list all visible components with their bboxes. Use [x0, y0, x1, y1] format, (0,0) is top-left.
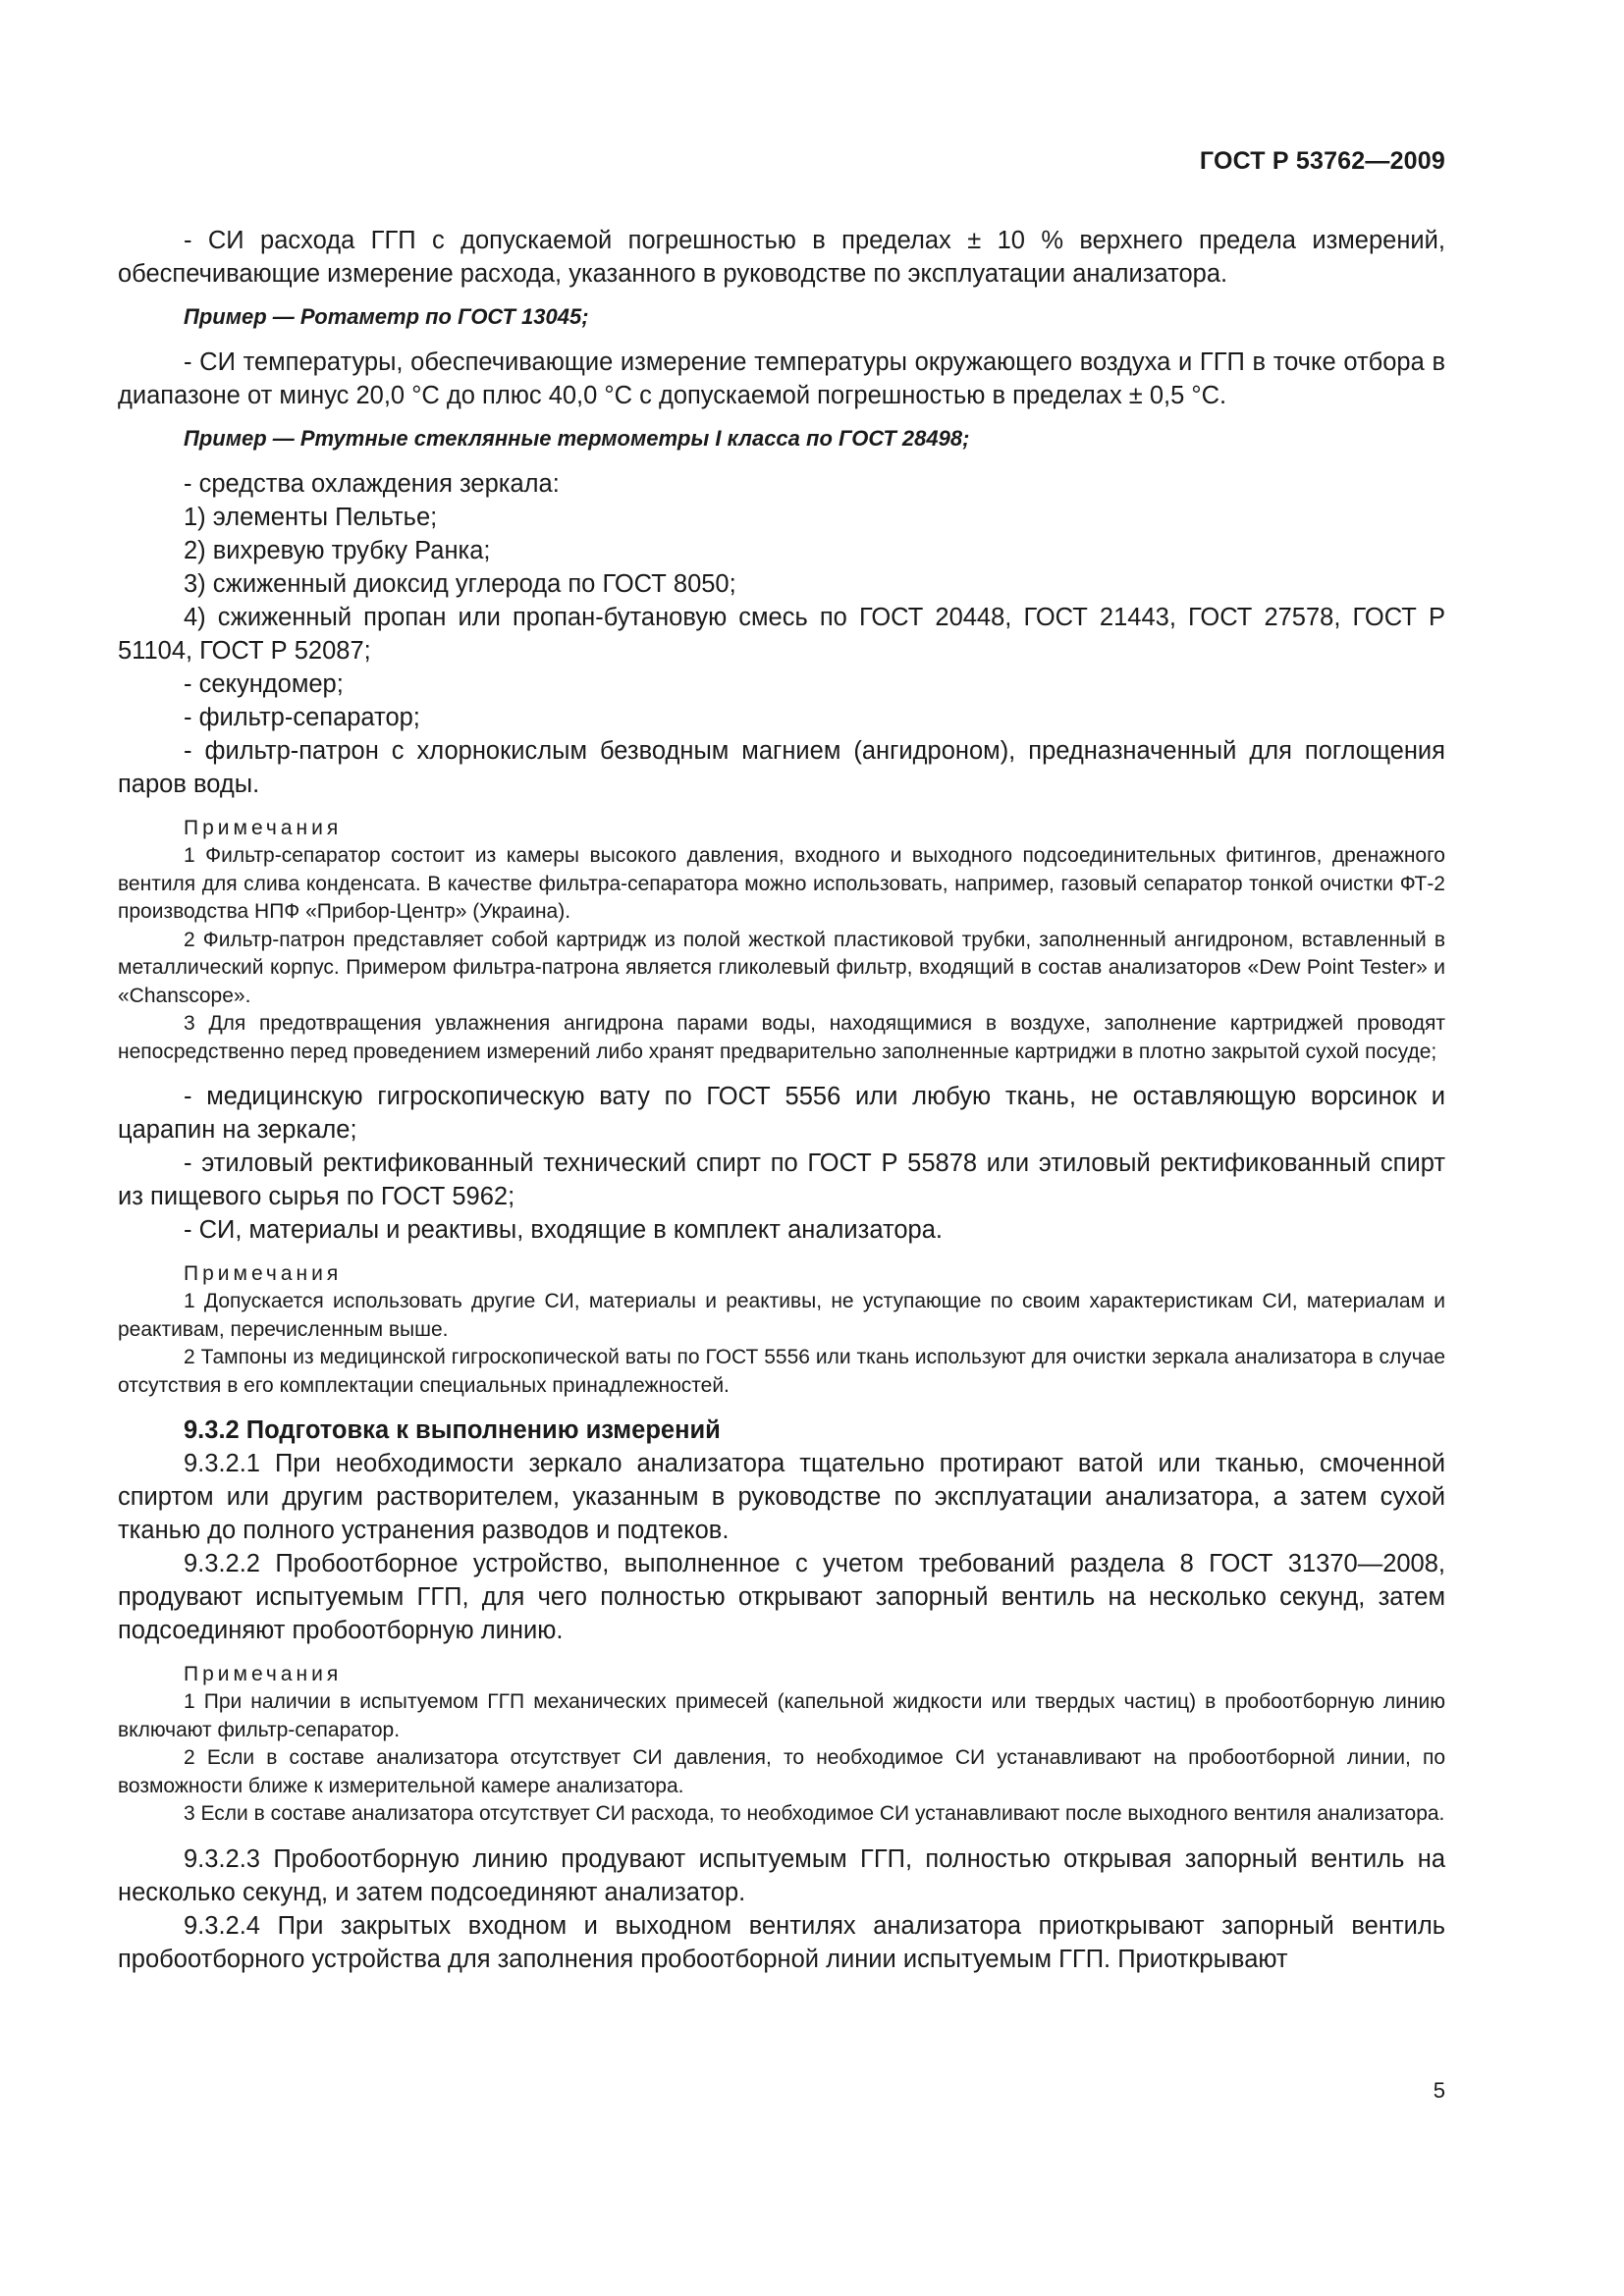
notes-block-2 — [118, 1260, 1445, 1400]
note-item: 2 Фильтр-патрон представляет собой картридж из полой жесткой пластиковой трубки, заполненный ангидроном, вставленный в металлический корпус. Примером фильтра-патрона является гликолевый фильтр, входящий в состав анализаторов «Dew Point Tester» и «Chanscope». — [118, 928, 1445, 1007]
flow-meter-paragraph: - СИ расхода ГГП с допускаемой погрешностью в пределах ± 10 % верхнего предела измерений, обеспечивающие измерение расхода, указанного в руководстве по эксплуатации анализатора. — [118, 227, 1445, 288]
cooling-list — [118, 467, 1445, 801]
list-item: 1) элементы Пельтье; — [184, 504, 438, 531]
list-item: - фильтр-сепаратор; — [184, 704, 420, 731]
list-item: - медицинскую гигроскопическую вату по ГОСТ 5556 или любую ткань, не оставляющую ворсинок и царапин на зеркале; — [118, 1083, 1445, 1144]
standard-header: ГОСТ Р 53762—2009 — [1199, 147, 1445, 175]
notes-title: Примечания — [184, 1262, 343, 1285]
list-item: - средства охлаждения зеркала: — [184, 470, 560, 498]
section-paragraph: 9.3.2.1 При необходимости зеркало анализатора тщательно протирают ватой или тканью, смоченной спиртом или другим растворителем, указанным в руководстве по эксплуатации анализатора, а затем сухой тканью до полного устранения разводов и подтеков. — [118, 1450, 1445, 1544]
example-thermometer: Пример — Ртутные стеклянные термометры I класса по ГОСТ 28498; — [184, 426, 970, 451]
notes-title: Примечания — [184, 817, 343, 839]
page-content — [118, 224, 1445, 1976]
note-item: 1 При наличии в испытуемом ГГП механических примесей (капельной жидкости или твердых частиц) в пробоотборную линию включают фильтр-сепаратор. — [118, 1690, 1445, 1741]
list-item: - фильтр-патрон с хлорнокислым безводным магнием (ангидроном), предназначенный для поглощения паров воды. — [118, 737, 1445, 798]
section-paragraph: 9.3.2.2 Пробоотборное устройство, выполненное с учетом требований раздела 8 ГОСТ 31370—2008, продувают испытуемым ГГП, для чего полностью открывают запорный вентиль на несколько секунд, затем подсоединяют пробоотборную линию. — [118, 1550, 1445, 1644]
notes-title: Примечания — [184, 1663, 343, 1685]
materials-list — [118, 1080, 1445, 1247]
list-item: 3) сжиженный диоксид углерода по ГОСТ 8050; — [184, 570, 736, 598]
page-number: 5 — [1433, 2078, 1445, 2103]
list-item: 4) сжиженный пропан или пропан-бутановую смесь по ГОСТ 20448, ГОСТ 21443, ГОСТ 27578, ГОСТ Р 51104, ГОСТ Р 52087; — [118, 604, 1445, 665]
notes-block-1 — [118, 815, 1445, 1066]
note-item: 1 Допускается использовать другие СИ, материалы и реактивы, не уступающие по своим характеристикам СИ, материалам и реактивам, перечисленным выше. — [118, 1290, 1445, 1341]
procedure-paragraph: 9.3.2.3 Пробоотборную линию продувают испытуемым ГГП, полностью открывая запорный вентиль на несколько секунд, и затем подсоединяют анализатор. — [118, 1844, 1445, 1906]
list-item: 2) вихревую трубку Ранка; — [184, 537, 491, 564]
document-page — [118, 0, 1445, 2296]
procedure-paragraph: 9.3.2.4 При закрытых входном и выходном вентилях анализатора приоткрывают запорный вентиль пробоотборного устройства для заполнения пробоотборной линии испытуемым ГГП. Приоткрывают — [118, 1911, 1445, 1973]
list-item: - секундомер; — [184, 670, 344, 698]
section-title: 9.3.2 Подготовка к выполнению измерений — [184, 1416, 721, 1444]
note-item: 2 Если в составе анализатора отсутствует СИ давления, то необходимое СИ устанавливают на пробоотборной линии, по возможности ближе к измерительной камере анализатора. — [118, 1746, 1445, 1797]
note-item: 2 Тампоны из медицинской гигроскопической ваты по ГОСТ 5556 или ткань используют для очистки зеркала анализатора в случае отсутствия в его комплектации специальных принадлежностей. — [118, 1346, 1445, 1397]
list-item: - этиловый ректификованный технический спирт по ГОСТ Р 55878 или этиловый ректификованный спирт из пищевого сырья по ГОСТ 5962; — [118, 1149, 1445, 1210]
list-item: - СИ, материалы и реактивы, входящие в комплект анализатора. — [184, 1216, 943, 1244]
note-item: 3 Если в составе анализатора отсутствует СИ расхода, то необходимое СИ устанавливают после выходного вентиля анализатора. — [184, 1802, 1445, 1825]
note-item: 3 Для предотвращения увлажнения ангидрона парами воды, находящимися в воздухе, заполнение картриджей проводят непосредственно перед проведением измерений либо хранят предварительно заполненные картриджи в плотно закрытой сухой посуде; — [118, 1012, 1445, 1063]
notes-block-3 — [118, 1661, 1445, 1829]
example-rotameter: Пример — Ротаметр по ГОСТ 13045; — [184, 304, 589, 329]
note-item: 1 Фильтр-сепаратор состоит из камеры высокого давления, входного и выходного подсоединительных фитингов, дренажного вентиля для слива конденсата. В качестве фильтра-сепаратора можно использовать, например, газовый сепаратор тонкой очистки ФТ-2 производства НПФ «Прибор-Центр» (Украина). — [118, 844, 1445, 923]
temperature-paragraph: - СИ температуры, обеспечивающие измерение температуры окружающего воздуха и ГГП в точке отбора в диапазоне от минус 20,0 °С до плюс 40,0 °С с допускаемой погрешностью в пределах ± 0,5 °С. — [118, 348, 1445, 409]
